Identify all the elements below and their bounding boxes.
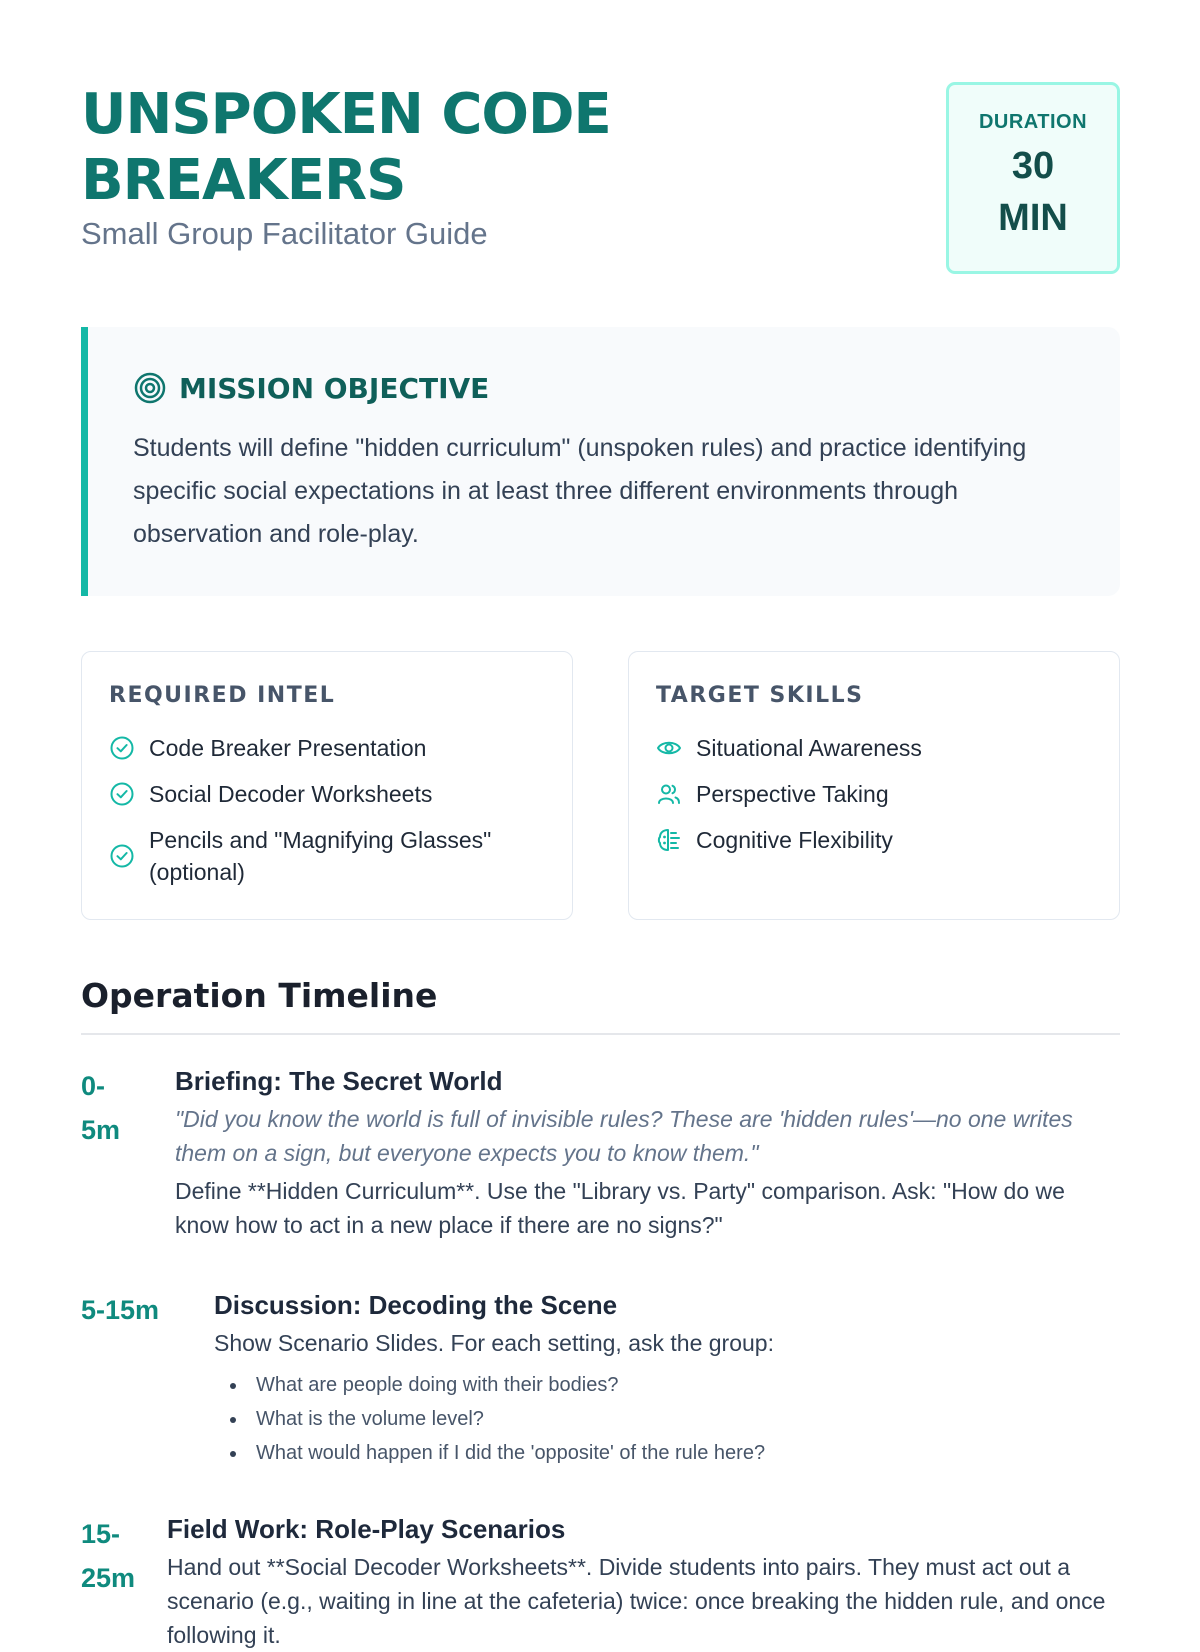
list-item (656, 824, 1096, 856)
list-item-label: Pencils and "Magnifying Glasses" (optional) (149, 827, 492, 885)
guide-page (81, 0, 1120, 1648)
list-item (109, 732, 549, 764)
list-item: What is the volume level? (214, 1402, 1120, 1436)
duration-label: DURATION (978, 111, 1088, 133)
required-intel-card (81, 651, 573, 920)
mission-title: MISSION OBJECTIVE (179, 371, 490, 405)
list-item-label: Social Decoder Worksheets (149, 781, 433, 807)
mission-objective-panel (81, 327, 1120, 596)
list-item-label: Code Breaker Presentation (149, 735, 427, 761)
target-skills-card (628, 651, 1120, 920)
timeline-text: Define **Hidden Curriculum**. Use the "Library vs. Party" comparison. Ask: "How do we know how to act in a new place if there are no signs?" (175, 1178, 1065, 1238)
check-circle-icon (109, 735, 135, 761)
brain-icon (656, 827, 682, 853)
list-item-label: Situational Awareness (696, 735, 922, 761)
duration-badge (946, 82, 1120, 274)
list-item: What would happen if I did the 'opposite' of the rule here? (214, 1436, 1120, 1470)
mission-text: Students will define "hidden curriculum" (unspoken rules) and practice identifying specific social expectations in at least three different environments through observation and role-play. (133, 434, 1027, 548)
list-item (109, 824, 549, 888)
timeline-title: Field Work: Role-Play Scenarios (167, 1514, 566, 1544)
duration-value: 30 MIN (998, 145, 1068, 239)
check-circle-icon (109, 781, 135, 807)
list-item (109, 778, 549, 810)
page-title: UNSPOKEN CODE BREAKERS (81, 82, 611, 213)
list-item (656, 732, 1096, 764)
users-icon (656, 781, 682, 807)
target-icon (133, 371, 167, 405)
timeline-title: Discussion: Decoding the Scene (214, 1290, 618, 1320)
header (81, 82, 1120, 272)
target-skills-list (656, 732, 1096, 870)
card-title: REQUIRED INTEL (109, 683, 336, 708)
timeline-body (214, 1288, 1120, 1470)
list-item-label: Cognitive Flexibility (696, 827, 893, 853)
list-item-label: Perspective Taking (696, 781, 889, 807)
timeline-body (175, 1064, 1120, 1242)
card-title: TARGET SKILLS (656, 683, 864, 708)
timeline-text: Show Scenario Slides. For each setting, ask the group: (214, 1330, 774, 1356)
eye-icon (656, 735, 682, 761)
timeline-time: 5-15m (81, 1295, 160, 1325)
timeline-title: Briefing: The Secret World (175, 1066, 503, 1096)
timeline-bullets (214, 1368, 1120, 1470)
check-circle-icon (109, 843, 135, 869)
list-item: What are people doing with their bodies? (214, 1368, 1120, 1402)
divider (81, 1033, 1120, 1035)
timeline-quote: "Did you know the world is full of invisible rules? These are 'hidden rules'—no one writes them on a sign, but everyone expects you to know them." (175, 1106, 1073, 1166)
list-item (656, 778, 1096, 810)
timeline-text: Hand out **Social Decoder Worksheets**. Divide students into pairs. They must act out a scenario (e.g., waiting in line at the cafeteria) twice: once breaking the hidden rule, and once following it. (167, 1554, 1106, 1648)
timeline-body (167, 1512, 1120, 1652)
mission-header (133, 371, 489, 405)
timeline-time: 15-25m (81, 1519, 136, 1593)
timeline-heading: Operation Timeline (81, 976, 438, 1015)
timeline-time: 0-5m (81, 1071, 121, 1145)
required-intel-list (109, 732, 549, 902)
page-subtitle: Small Group Facilitator Guide (81, 216, 488, 251)
